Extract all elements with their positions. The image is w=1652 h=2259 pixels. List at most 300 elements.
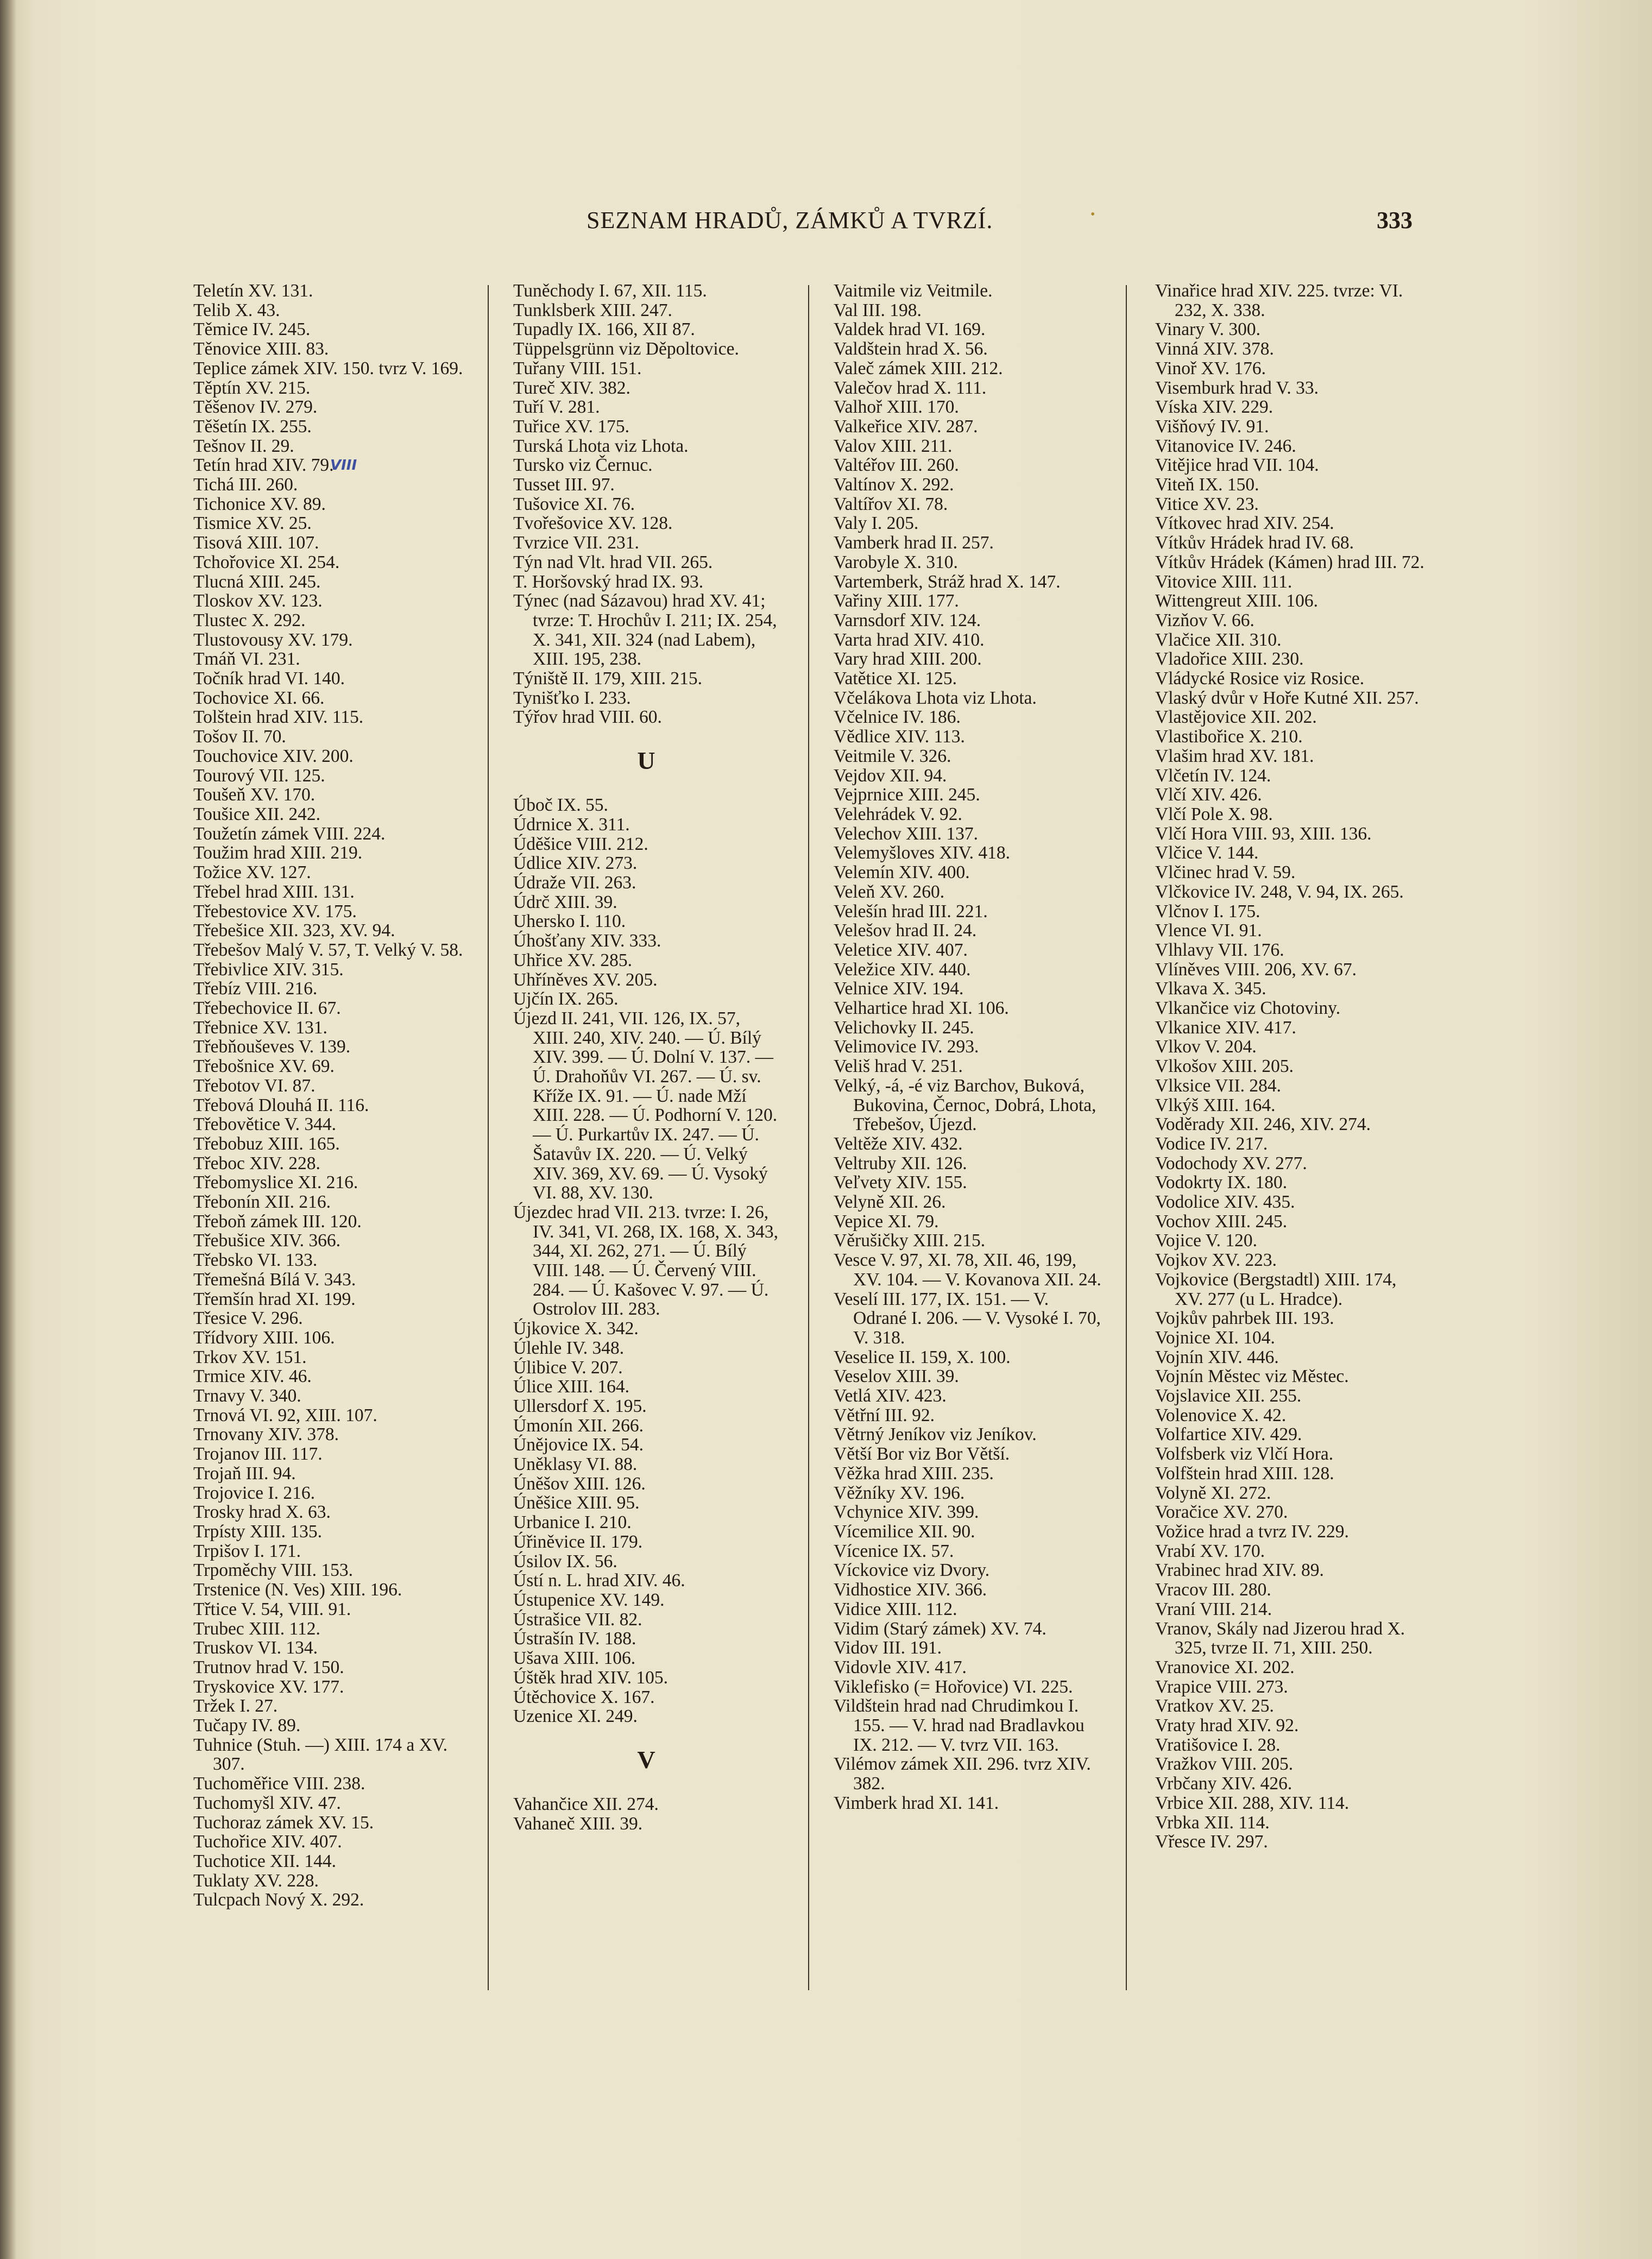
index-entry: Újezd II. 241, VII. 126, IX. 57, XIII. 240, XIV. 240. — Ú. Bílý XIV. 399. — Ú. Dolní V. 137. — Ú. Drahoňův VI. 267. — Ú. sv. Kříže IX. 91. — Ú. nade Mží XIII. 228. — Ú. Podhorní V. 120. — Ú. Purkartův IX. 247. — Ú. Šatavův IX. 220. — Ú. Velký XIV. 369, XV. 69. — Ú. Vysoký VI. 88, XV. 130. bbox=[513, 1008, 778, 1203]
index-entry: Trubec XIII. 112. bbox=[193, 1618, 320, 1639]
index-entry: Víska XIV. 229. bbox=[1155, 397, 1273, 418]
index-entry: Ústrašice VII. 82. bbox=[513, 1609, 642, 1630]
index-entry: Veltěže XIV. 432. bbox=[834, 1133, 963, 1154]
index-entry: Úněšice XIII. 95. bbox=[513, 1493, 640, 1513]
index-entry: Třebomyslice XI. 216. bbox=[193, 1172, 358, 1193]
index-entry: Velechov XIII. 137. bbox=[834, 823, 979, 844]
index-entry: Velešín hrad III. 221. bbox=[834, 901, 988, 922]
index-entry: Val III. 198. bbox=[834, 300, 922, 320]
index-entry: Vítkův Hrádek hrad IV. 68. bbox=[1155, 533, 1354, 553]
index-entry: Vidhostice XIV. 366. bbox=[834, 1580, 987, 1600]
index-entry: Ústí n. L. hrad XIV. 46. bbox=[513, 1570, 685, 1591]
index-entry: Třebechovice II. 67. bbox=[193, 998, 341, 1019]
index-entry: Úlibice V. 207. bbox=[513, 1357, 623, 1378]
index-entry: Toušeň XV. 170. bbox=[193, 785, 316, 805]
index-entry: Vícenice IX. 57. bbox=[834, 1541, 954, 1561]
index-entry: Trkov XV. 151. bbox=[193, 1347, 307, 1367]
index-entry: Vochov XIII. 245. bbox=[1155, 1211, 1288, 1232]
index-entry: Velichovky II. 245. bbox=[834, 1017, 974, 1038]
index-entry: Útěchovice X. 167. bbox=[513, 1687, 655, 1707]
index-entry: Údrč XIII. 39. bbox=[513, 892, 617, 912]
column-divider bbox=[808, 285, 809, 1990]
index-entry: Vítkovec hrad XIV. 254. bbox=[1155, 513, 1334, 534]
index-entry: Ujčín IX. 265. bbox=[513, 989, 619, 1009]
index-entry: Vlastějovice XII. 202. bbox=[1155, 707, 1317, 728]
index-entry: Tismice XV. 25. bbox=[193, 513, 312, 534]
index-entry: Tupadly IX. 166, XII 87. bbox=[513, 319, 695, 340]
index-entry: Úštěk hrad XIV. 105. bbox=[513, 1667, 669, 1688]
index-entry: Trutnov hrad V. 150. bbox=[193, 1657, 344, 1677]
index-entry: Trstenice (N. Ves) XIII. 196. bbox=[193, 1580, 402, 1600]
index-entry: Třtice V. 54, VIII. 91. bbox=[193, 1599, 351, 1619]
index-entry: Údraže VII. 263. bbox=[513, 872, 636, 893]
index-entry: Valtířov XI. 78. bbox=[834, 494, 948, 514]
index-entry: Úhošťany XIV. 333. bbox=[513, 931, 661, 951]
index-entry: Třebová Dlouhá II. 116. bbox=[193, 1095, 369, 1115]
index-entry: Vetlá XIV. 423. bbox=[834, 1386, 947, 1406]
index-entry: Uhříněves XV. 205. bbox=[513, 969, 658, 990]
index-entry: Vrbka XII. 114. bbox=[1155, 1812, 1270, 1833]
index-entry: Urbanice I. 210. bbox=[513, 1512, 632, 1533]
index-entry: Velemín XIV. 400. bbox=[834, 862, 970, 883]
index-entry: Vlkýš XIII. 164. bbox=[1155, 1095, 1276, 1115]
index-entry: Višňový IV. 91. bbox=[1155, 416, 1269, 437]
index-entry: Veselice II. 159, X. 100. bbox=[834, 1347, 1011, 1367]
index-entry: Třebovětice V. 344. bbox=[193, 1114, 336, 1135]
index-entry: Vojnín XIV. 446. bbox=[1155, 1347, 1279, 1367]
index-entry: Tetín hrad XIV. 79. bbox=[193, 455, 334, 476]
index-entry: Třemešná Bílá V. 343. bbox=[193, 1269, 356, 1290]
header-mark: • bbox=[1090, 207, 1095, 222]
index-entry: Volfštein hrad XIII. 128. bbox=[1155, 1463, 1334, 1484]
index-entry: Větrný Jeníkov viz Jeníkov. bbox=[834, 1424, 1037, 1445]
index-column-4 bbox=[1155, 281, 1427, 1852]
index-entry: Vojkovice (Bergstadtl) XIII. 174, XV. 277 (u L. Hradce). bbox=[1155, 1269, 1397, 1309]
index-entry: Úlice XIII. 164. bbox=[513, 1377, 629, 1397]
index-entry: Valtéřov III. 260. bbox=[834, 455, 959, 476]
index-entry: Velehrádek V. 92. bbox=[834, 804, 962, 824]
index-entry: Vitovice XIII. 111. bbox=[1155, 571, 1292, 592]
index-entry: Vinoř XV. 176. bbox=[1155, 358, 1266, 378]
index-entry: Visemburk hrad V. 33. bbox=[1155, 377, 1319, 398]
index-entry: Vranovice XI. 202. bbox=[1155, 1657, 1295, 1677]
index-entry: Vlíněves VIII. 206, XV. 67. bbox=[1155, 959, 1357, 980]
index-entry: Vilémov zámek XII. 296. tvrz XIV. 382. bbox=[834, 1754, 1091, 1794]
index-entry: Truskov VI. 134. bbox=[193, 1638, 318, 1658]
index-entry: Vitějice hrad VII. 104. bbox=[1155, 455, 1319, 476]
index-entry: Toužetín zámek VIII. 224. bbox=[193, 823, 386, 844]
index-entry: Veľvety XIV. 155. bbox=[834, 1172, 967, 1193]
index-entry: Vojkov XV. 223. bbox=[1155, 1250, 1277, 1271]
index-entry: Volenovice X. 42. bbox=[1155, 1405, 1287, 1425]
index-entry: Tolštein hrad XIV. 115. bbox=[193, 707, 364, 728]
index-entry: Třebel hrad XIII. 131. bbox=[193, 881, 355, 902]
index-entry: Vidov III. 191. bbox=[834, 1638, 942, 1658]
index-entry: Trnová VI. 92, XIII. 107. bbox=[193, 1405, 377, 1425]
index-entry: Tuchotice XII. 144. bbox=[193, 1851, 337, 1871]
index-entry: Vlčnov I. 175. bbox=[1155, 901, 1260, 922]
index-entry: Vařiny XIII. 177. bbox=[834, 591, 959, 611]
index-entry: Úlehle IV. 348. bbox=[513, 1337, 625, 1358]
index-entry: Tuchořice XIV. 407. bbox=[193, 1832, 342, 1852]
index-entry: Veleň XV. 260. bbox=[834, 881, 945, 902]
index-entry: Újezdec hrad VII. 213. tvrze: I. 26, IV. 341, VI. 268, IX. 168, X. 343, 344, XI. 262, 271. — Ú. Bílý VIII. 148. — Ú. Červený VIII. 284. — Ú. Kašovec V. 97. — Ú. Ostrolov III. 283. bbox=[513, 1202, 778, 1320]
index-entry: Tešnov II. 29. bbox=[193, 436, 294, 456]
index-entry: Únějovice IX. 54. bbox=[513, 1435, 644, 1455]
index-entry: Třebsko VI. 133. bbox=[193, 1250, 318, 1271]
index-entry: Vartemberk, Stráž hrad X. 147. bbox=[834, 571, 1061, 592]
index-entry: Vidim (Starý zámek) XV. 74. bbox=[834, 1618, 1046, 1639]
index-entry: Vrabinec hrad XIV. 89. bbox=[1155, 1560, 1324, 1581]
index-entry: Tlustec X. 292. bbox=[193, 610, 306, 630]
index-entry: Vojnín Městec viz Městec. bbox=[1155, 1366, 1349, 1387]
index-entry: Tušovice XI. 76. bbox=[513, 494, 635, 514]
index-entry: Vrbčany XIV. 426. bbox=[1155, 1774, 1292, 1794]
index-entry: Tichá III. 260. bbox=[193, 475, 298, 495]
page-number: 333 bbox=[1377, 207, 1413, 234]
index-entry: Týn nad Vlt. hrad VII. 265. bbox=[513, 552, 713, 572]
index-entry: Včelnice IV. 186. bbox=[834, 707, 961, 728]
index-entry: Veselov XIII. 39. bbox=[834, 1366, 959, 1387]
index-entry: Týniště II. 179, XIII. 215. bbox=[513, 668, 702, 689]
index-entry: Tuchoraz zámek XV. 15. bbox=[193, 1812, 374, 1833]
index-entry: Vamberk hrad II. 257. bbox=[834, 533, 994, 553]
index-entry: Údlice XIV. 273. bbox=[513, 853, 638, 874]
index-entry: Vchynice XIV. 399. bbox=[834, 1502, 979, 1523]
index-entry: Třebonín XII. 216. bbox=[193, 1192, 331, 1213]
index-entry: Tchořovice XI. 254. bbox=[193, 552, 340, 572]
index-entry: Vojkův pahrbek III. 193. bbox=[1155, 1308, 1334, 1329]
index-entry: Vodochody XV. 277. bbox=[1155, 1153, 1307, 1173]
index-entry: Tuří V. 281. bbox=[513, 397, 600, 418]
index-entry: Varnsdorf XIV. 124. bbox=[834, 610, 981, 630]
index-entry: Tvrzice VII. 231. bbox=[513, 533, 639, 553]
index-entry: Voděrady XII. 246, XIV. 274. bbox=[1155, 1114, 1371, 1135]
index-entry: Turská Lhota viz Lhota. bbox=[513, 436, 689, 456]
index-entry: Těmice IV. 245. bbox=[193, 319, 311, 340]
index-entry: Vizňov V. 66. bbox=[1155, 610, 1254, 630]
index-entry: Trpoměchy VIII. 153. bbox=[193, 1560, 354, 1581]
index-entry: Tučapy IV. 89. bbox=[193, 1715, 301, 1736]
index-entry: Tynišťko I. 233. bbox=[513, 687, 631, 708]
index-entry: Vřesce IV. 297. bbox=[1155, 1832, 1268, 1852]
index-entry: Třebešov Malý V. 57, T. Velký V. 58. bbox=[193, 939, 463, 960]
index-entry: Vidice XIII. 112. bbox=[834, 1599, 957, 1619]
index-entry: Týnec (nad Sázavou) hrad XV. 41; tvrze: T. Hrochův I. 211; IX. 254, X. 341, XII. 324 (nad Labem), XIII. 195, 238. bbox=[513, 591, 777, 670]
index-entry: Vracov III. 280. bbox=[1155, 1580, 1271, 1600]
index-entry: Touchovice XIV. 200. bbox=[193, 746, 354, 766]
index-entry: Vrapice VIII. 273. bbox=[1155, 1676, 1288, 1697]
index-entry: Vlkošov XIII. 205. bbox=[1155, 1056, 1294, 1077]
index-entry: Týřov hrad VIII. 60. bbox=[513, 707, 662, 728]
index-entry: Vlačice XII. 310. bbox=[1155, 629, 1282, 650]
index-entry: Teletín XV. 131. bbox=[193, 281, 313, 301]
index-entry: Tochovice XI. 66. bbox=[193, 687, 325, 708]
index-entry: Těšetín IX. 255. bbox=[193, 416, 312, 437]
index-entry: Velhartice hrad XI. 106. bbox=[834, 998, 1009, 1019]
index-entry: Tursko viz Černuc. bbox=[513, 455, 653, 476]
index-entry: Wittengreut XIII. 106. bbox=[1155, 591, 1319, 611]
index-entry: Vědlice XIV. 113. bbox=[834, 727, 965, 747]
index-entry: Tuhnice (Stuh. —) XIII. 174 a XV. 307. bbox=[193, 1734, 448, 1775]
index-entry: Vojice V. 120. bbox=[1155, 1231, 1257, 1251]
index-entry: Vožice hrad a tvrz IV. 229. bbox=[1155, 1522, 1349, 1542]
index-entry: Těptín XV. 215. bbox=[193, 377, 311, 398]
index-entry: Ústrašín IV. 188. bbox=[513, 1629, 636, 1649]
index-entry: Tmáň VI. 231. bbox=[193, 649, 300, 670]
index-entry: Třebobuz XIII. 165. bbox=[193, 1133, 340, 1154]
index-entry: Vidovle XIV. 417. bbox=[834, 1657, 967, 1677]
index-entry: Třebotov VI. 87. bbox=[193, 1075, 316, 1096]
index-entry: Vojnice XI. 104. bbox=[1155, 1327, 1275, 1348]
index-entry: Velyně XII. 26. bbox=[834, 1192, 946, 1213]
index-entry: Úboč IX. 55. bbox=[513, 795, 608, 816]
index-entry: Vodice IV. 217. bbox=[1155, 1133, 1268, 1154]
index-entry: Vlčetín IV. 124. bbox=[1155, 765, 1271, 786]
index-entry: Úněšov XIII. 126. bbox=[513, 1473, 646, 1494]
index-entry: Veležice XIV. 440. bbox=[834, 959, 971, 980]
index-entry: Trmice XIV. 46. bbox=[193, 1366, 312, 1387]
index-entry: Vítkův Hrádek (Kámen) hrad III. 72. bbox=[1155, 552, 1424, 572]
index-entry: Tunklsberk XIII. 247. bbox=[513, 300, 672, 320]
index-entry: Tuklaty XV. 228. bbox=[193, 1870, 319, 1891]
index-entry: Viklefisko (= Hořovice) VI. 225. bbox=[834, 1676, 1073, 1697]
index-entry: Velimovice IV. 293. bbox=[834, 1037, 979, 1057]
index-entry: Tulcpach Nový X. 292. bbox=[193, 1890, 364, 1910]
index-entry: Trojovice I. 216. bbox=[193, 1482, 315, 1503]
index-entry: Údrnice X. 311. bbox=[513, 814, 630, 835]
index-entry: Vratkov XV. 25. bbox=[1155, 1696, 1274, 1717]
index-entry: Trpísty XIII. 135. bbox=[193, 1522, 323, 1542]
index-entry: Valov XIII. 211. bbox=[834, 436, 953, 456]
index-entry: Velešov hrad II. 24. bbox=[834, 920, 977, 941]
index-entry: Vratišovice I. 28. bbox=[1155, 1734, 1281, 1755]
index-entry: Ušava XIII. 106. bbox=[513, 1648, 636, 1669]
index-entry: Vraty hrad XIV. 92. bbox=[1155, 1715, 1299, 1736]
index-entry: Vlčí XIV. 426. bbox=[1155, 785, 1262, 805]
index-entry: Tvořešovice XV. 128. bbox=[513, 513, 673, 534]
index-entry: Třebivlice XIV. 315. bbox=[193, 959, 344, 980]
index-entry: Vlkanice XIV. 417. bbox=[1155, 1017, 1296, 1038]
index-entry: Tošov II. 70. bbox=[193, 727, 286, 747]
index-entry: Vlčí Hora VIII. 93, XIII. 136. bbox=[1155, 823, 1372, 844]
index-entry: Vlašim hrad XV. 181. bbox=[1155, 746, 1314, 766]
index-entry: Vejdov XII. 94. bbox=[834, 765, 947, 786]
index-entry: Veltruby XII. 126. bbox=[834, 1153, 967, 1173]
index-entry: Uzenice XI. 249. bbox=[513, 1706, 638, 1727]
index-entry: Varta hrad XIV. 410. bbox=[834, 629, 985, 650]
index-entry: Valy I. 205. bbox=[834, 513, 919, 534]
index-entry: Úmonín XII. 266. bbox=[513, 1415, 644, 1436]
index-entry: Třebňouševes V. 139. bbox=[193, 1037, 351, 1057]
index-entry: Vildštein hrad nad Chrudimkou I. 155. — V. hrad nad Bradlavkou IX. 212. — V. tvrz VII. 163. bbox=[834, 1696, 1084, 1755]
index-entry: Vlčkovice IV. 248, V. 94, IX. 265. bbox=[1155, 881, 1404, 902]
index-entry: Vinná XIV. 378. bbox=[1155, 339, 1274, 359]
index-entry: Tourový VII. 125. bbox=[193, 765, 325, 786]
index-entry: Vládycké Rosice viz Rosice. bbox=[1155, 668, 1365, 689]
index-entry: Valtínov X. 292. bbox=[834, 475, 954, 495]
index-entry: Včelákova Lhota viz Lhota. bbox=[834, 687, 1037, 708]
index-entry: Trosky hrad X. 63. bbox=[193, 1502, 331, 1523]
index-entry: Vlence VI. 91. bbox=[1155, 920, 1262, 941]
index-entry: Vlhlavy VII. 176. bbox=[1155, 939, 1284, 960]
index-entry: Vladořice XIII. 230. bbox=[1155, 649, 1304, 670]
index-column-1 bbox=[193, 281, 470, 1910]
index-column-2 bbox=[513, 281, 779, 1833]
index-entry: Viteň IX. 150. bbox=[1155, 475, 1259, 495]
index-entry: Vranov, Skály nad Jizerou hrad X. 325, tvrze II. 71, XIII. 250. bbox=[1155, 1618, 1405, 1658]
index-entry: Valhoř XIII. 170. bbox=[834, 397, 959, 418]
index-entry: Třeboň zámek III. 120. bbox=[193, 1211, 362, 1232]
index-entry: Vlčí Pole X. 98. bbox=[1155, 804, 1273, 824]
index-entry: Vahančice XII. 274. bbox=[513, 1794, 659, 1814]
index-entry: Teplice zámek XIV. 150. tvrz V. 169. bbox=[193, 358, 463, 378]
index-entry: Trnovany XIV. 378. bbox=[193, 1424, 339, 1445]
index-entry: Toušice XII. 242. bbox=[193, 804, 320, 824]
index-entry: Trojaň III. 94. bbox=[193, 1463, 296, 1484]
index-entry: Trnavy V. 340. bbox=[193, 1386, 301, 1406]
index-entry: Velnice XIV. 194. bbox=[834, 979, 964, 999]
index-entry: Třebnice XV. 131. bbox=[193, 1017, 327, 1038]
index-entry: Tüppelsgrünn viz Děpoltovice. bbox=[513, 339, 739, 359]
index-entry: Větší Bor viz Bor Větší. bbox=[834, 1444, 1010, 1465]
book-gutter bbox=[0, 0, 16, 2259]
index-entry: Vodokrty IX. 180. bbox=[1155, 1172, 1288, 1193]
index-entry: Trojanov III. 117. bbox=[193, 1444, 323, 1465]
index-entry: Vícemilice XII. 90. bbox=[834, 1522, 975, 1542]
index-entry: Vimberk hrad XI. 141. bbox=[834, 1793, 999, 1813]
index-entry: Vepice XI. 79. bbox=[834, 1211, 939, 1232]
index-entry: Tichonice XV. 89. bbox=[193, 494, 326, 514]
index-entry: Tuřice XV. 175. bbox=[513, 416, 630, 437]
index-entry: Volyně XI. 272. bbox=[1155, 1482, 1271, 1503]
index-entry: Třebešice XII. 323, XV. 94. bbox=[193, 920, 395, 941]
index-entry: Vrbice XII. 288, XIV. 114. bbox=[1155, 1793, 1350, 1813]
index-entry: Vlkov V. 204. bbox=[1155, 1037, 1257, 1057]
index-entry: Víckovice viz Dvory. bbox=[834, 1560, 990, 1581]
index-entry: Tlucná XIII. 245. bbox=[193, 571, 321, 592]
index-entry: Úděšice VIII. 212. bbox=[513, 834, 648, 854]
index-entry: Vlaský dvůr v Hoře Kutné XII. 257. bbox=[1155, 687, 1419, 708]
index-entry: Tuněchody I. 67, XII. 115. bbox=[513, 281, 707, 301]
index-entry: Toužim hrad XIII. 219. bbox=[193, 843, 363, 863]
index-entry: Veselí III. 177, IX. 151. — V. Odrané I. 206. — V. Vysoké I. 70, V. 318. bbox=[834, 1289, 1101, 1348]
index-entry: Telib X. 43. bbox=[193, 300, 280, 320]
column-divider bbox=[488, 285, 489, 1990]
index-entry: Veliš hrad V. 251. bbox=[834, 1056, 963, 1077]
index-entry: Věrušičky XIII. 215. bbox=[834, 1231, 986, 1251]
index-entry: Uhersko I. 110. bbox=[513, 911, 626, 932]
index-entry: Uhřice XV. 285. bbox=[513, 950, 632, 970]
index-entry: Vodolice XIV. 435. bbox=[1155, 1192, 1295, 1213]
index-entry: Třesice V. 296. bbox=[193, 1308, 303, 1329]
index-entry: Vinařice hrad XIV. 225. tvrze: VI. 232, X. 338. bbox=[1155, 281, 1403, 320]
index-entry: Úsilov IX. 56. bbox=[513, 1551, 617, 1572]
index-entry: Vaitmile viz Veitmile. bbox=[834, 281, 993, 301]
index-entry: Veitmile V. 326. bbox=[834, 746, 951, 766]
index-entry: Tuřany VIII. 151. bbox=[513, 358, 642, 378]
index-entry: Úřiněvice II. 179. bbox=[513, 1531, 643, 1552]
index-entry: Tožice XV. 127. bbox=[193, 862, 311, 883]
handwritten-annotation: VIII bbox=[330, 457, 357, 474]
page-title: SEZNAM HRADŮ, ZÁMKŮ A TVRZÍ. bbox=[587, 207, 993, 234]
index-entry: Vlčinec hrad V. 59. bbox=[1155, 862, 1296, 883]
index-entry: Vesce V. 97, XI. 78, XII. 46, 199, XV. 104. — V. Kovanova XII. 24. bbox=[834, 1250, 1101, 1290]
index-entry: Tureč XIV. 382. bbox=[513, 377, 630, 398]
index-entry: Vinary V. 300. bbox=[1155, 319, 1261, 340]
index-entry: Vlkava X. 345. bbox=[1155, 979, 1266, 999]
index-entry: Tloskov XV. 123. bbox=[193, 591, 323, 611]
index-entry: Voračice XV. 270. bbox=[1155, 1502, 1288, 1523]
index-entry: Vary hrad XIII. 200. bbox=[834, 649, 982, 670]
index-entry: Tuchoměřice VIII. 238. bbox=[193, 1774, 365, 1794]
index-entry: Tisová XIII. 107. bbox=[193, 533, 319, 553]
index-column-3 bbox=[834, 281, 1104, 1813]
index-entry: Varobyle X. 310. bbox=[834, 552, 958, 572]
index-entry: Volfsberk viz Vlčí Hora. bbox=[1155, 1444, 1334, 1465]
index-entry: Vlastibořice X. 210. bbox=[1155, 727, 1303, 747]
index-entry: Věžníky XV. 196. bbox=[834, 1482, 965, 1503]
column-divider bbox=[1126, 285, 1127, 1990]
index-entry: Valečov hrad X. 111. bbox=[834, 377, 987, 398]
section-letter: V bbox=[637, 1745, 655, 1774]
index-entry: Těšenov IV. 279. bbox=[193, 397, 318, 418]
index-entry: Velemyšloves XIV. 418. bbox=[834, 843, 1011, 863]
index-entry: Volfartice XIV. 429. bbox=[1155, 1424, 1302, 1445]
index-entry: Valeč zámek XIII. 212. bbox=[834, 358, 1003, 378]
index-entry: Velký, -á, -é viz Barchov, Buková, Bukovina, Černoc, Dobrá, Lhota, Třebešov, Újezd. bbox=[834, 1075, 1096, 1135]
index-entry: Újkovice X. 342. bbox=[513, 1318, 639, 1339]
index-entry: Uněklasy VI. 88. bbox=[513, 1454, 638, 1475]
index-entry: Tryskovice XV. 177. bbox=[193, 1676, 344, 1697]
index-entry: Ústupenice XV. 149. bbox=[513, 1590, 665, 1610]
index-entry: Větřní III. 92. bbox=[834, 1405, 935, 1425]
index-entry: Vejprnice XIII. 245. bbox=[834, 785, 980, 805]
index-entry: Třídvory XIII. 106. bbox=[193, 1327, 335, 1348]
index-entry: Třebestovice XV. 175. bbox=[193, 901, 357, 922]
index-entry: Vitice XV. 23. bbox=[1155, 494, 1259, 514]
index-entry: Vrabí XV. 170. bbox=[1155, 1541, 1265, 1561]
index-entry: Tuchomyšl XIV. 47. bbox=[193, 1793, 341, 1813]
index-entry: T. Horšovský hrad IX. 93. bbox=[513, 571, 704, 592]
index-entry: Tržek I. 27. bbox=[193, 1696, 278, 1717]
index-entry: Valdštein hrad X. 56. bbox=[834, 339, 988, 359]
index-entry: Vlksice VII. 284. bbox=[1155, 1075, 1281, 1096]
index-entry: Vlkančice viz Chotoviny. bbox=[1155, 998, 1341, 1019]
index-entry: Veletice XIV. 407. bbox=[834, 939, 968, 960]
index-entry: Vraní VIII. 214. bbox=[1155, 1599, 1272, 1619]
index-entry: Těnovice XIII. 83. bbox=[193, 339, 329, 359]
index-entry: Třemšín hrad XI. 199. bbox=[193, 1289, 356, 1309]
index-entry: Třebíz VIII. 216. bbox=[193, 979, 318, 999]
index-entry: Vitanovice IV. 246. bbox=[1155, 436, 1296, 456]
index-entry: Vojslavice XII. 255. bbox=[1155, 1386, 1302, 1406]
section-letter: U bbox=[637, 747, 655, 775]
index-entry: Točník hrad VI. 140. bbox=[193, 668, 345, 689]
index-entry: Vražkov VIII. 205. bbox=[1155, 1754, 1294, 1775]
index-entry: Valdek hrad VI. 169. bbox=[834, 319, 986, 340]
index-entry: Trpišov I. 171. bbox=[193, 1541, 301, 1561]
index-entry: Valkeřice XIV. 287. bbox=[834, 416, 978, 437]
index-entry: Ullersdorf X. 195. bbox=[513, 1396, 647, 1416]
index-entry: Věžka hrad XIII. 235. bbox=[834, 1463, 994, 1484]
index-entry: Třeboc XIV. 228. bbox=[193, 1153, 320, 1173]
index-entry: Tlustovousy XV. 179. bbox=[193, 629, 353, 650]
index-entry: Vlčice V. 144. bbox=[1155, 843, 1259, 863]
index-entry: Třebušice XIV. 366. bbox=[193, 1231, 341, 1251]
index-entry: Vatětice XI. 125. bbox=[834, 668, 957, 689]
index-entry: Tusset III. 97. bbox=[513, 475, 615, 495]
